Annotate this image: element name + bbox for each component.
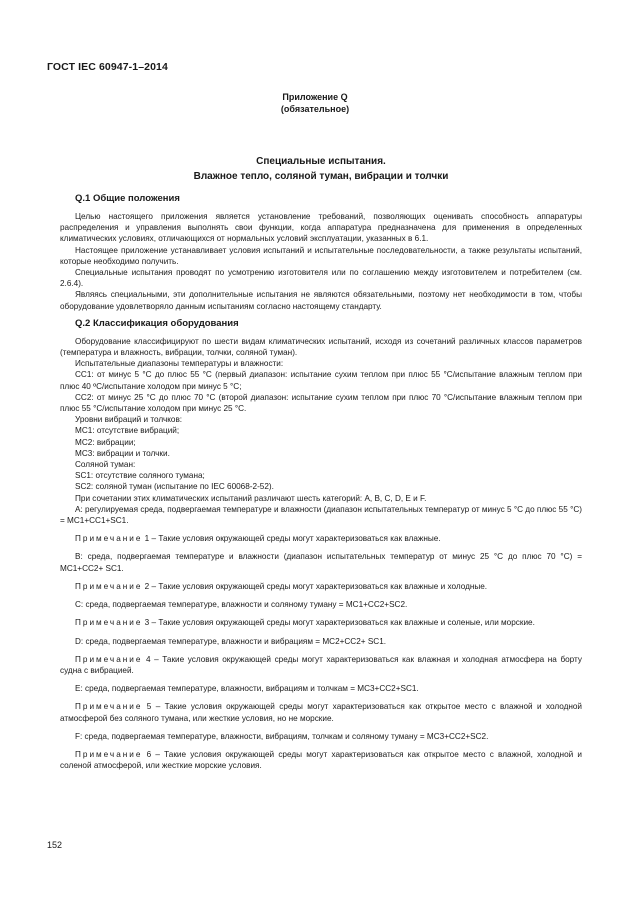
note-text: 4 – Такие условия окружающей среды могут характеризоваться как влажная и холодная атмосфера на борту судна с вибрацией. [60, 654, 582, 675]
section-heading-q1: Q.1 Общие положения [75, 193, 180, 204]
document-code: ГОСТ IEC 60947-1–2014 [47, 61, 168, 73]
note-6 [60, 749, 582, 771]
category-b: В: среда, подвергаемая температуре и влажности (диапазон испытательных температур от минус 25 °С до плюс 70 °С) = МС1+СС2+ SC1. [60, 552, 582, 573]
category-d: D: среда, подвергаемая температуре, влажности и вибрациям = МС2+СС2+ SC1. [75, 636, 387, 646]
paragraph: Соляной туман: [75, 460, 136, 470]
category-e: Е: среда, подвергаемая температуре, влажности, вибрациям и толчкам = МС3+СС2+SC1. [75, 684, 419, 694]
level-mc1: МС1: отсутствие вибраций; [75, 426, 180, 436]
annex-status: (обязательное) [280, 104, 350, 114]
paragraph: Оборудование классифицируют по шести видам климатических испытаний, исходя из сочетаний различных классов параметров (температура и влажность, вибрации, толчки, соляной туман). [60, 336, 582, 358]
paragraph: Целью настоящего приложения является установление требований, позволяющих оценивать способность аппаратуры распределения и управления выполнять свои функции, когда аппаратура предназначена для применения в определенных климатических условиях, отличающихся от нормальных условий эксплуатации, указанных в 6.1. [60, 212, 582, 244]
document-body [60, 193, 582, 771]
level-sc1: SC1: отсутствие соляного тумана; [75, 471, 205, 481]
paragraph: Специальные испытания проводят по усмотрению изготовителя или по соглашению между изготовителем и потребителем (см. 2.6.4). [60, 268, 582, 289]
annex-heading [0, 91, 630, 115]
annex-title [0, 154, 630, 184]
title-line-2: Влажное тепло, соляной туман, вибрации и толчки [193, 171, 449, 182]
note-2 [60, 581, 582, 592]
note-text: 3 – Такие условия окружающей среды могут характеризоваться как влажные и соленые, или морские. [142, 618, 535, 628]
note-1 [60, 533, 582, 544]
category-c: С: среда, подвергаемая температуре, влажности и соляному туману = МС1+СС2+SC2. [75, 600, 408, 610]
note-label: Примечание [75, 618, 143, 628]
paragraph: При сочетании этих климатических испытаний различают шесть категорий: А, В, С, D, Е и F. [75, 493, 427, 503]
category-a: А: регулируемая среда, подвергаемая температуре и влажности (диапазон испытательных температур от минус 5 °С до плюс 55 °С) = МС1+СС1+SC1. [60, 504, 582, 526]
level-sc2: SC2: соляной туман (испытание по IEC 60068-2-52). [75, 482, 274, 492]
note-label: Примечание [75, 581, 143, 591]
title-line-1: Специальные испытания. [256, 156, 386, 167]
note-label: Примечание [75, 749, 143, 759]
note-4 [60, 654, 582, 676]
note-label: Примечание [75, 654, 143, 664]
level-mc2: МС2: вибрации; [75, 437, 136, 447]
note-text: 5 – Такие условия окружающей среды могут характеризоваться как открытое место с влажной и холодной атмосферой без соляного тумана, или жесткие условия, но не морские. [60, 702, 582, 723]
level-mc3: МС3: вибрации и толчки. [75, 448, 170, 458]
paragraph: Настоящее приложение устанавливает условия испытаний и испытательные последовательности, а также результаты испытаний, которые необходимо получить. [60, 245, 582, 266]
section-heading-q2: Q.2 Классификация оборудования [75, 317, 239, 329]
page-number: 152 [47, 840, 63, 850]
note-text: 2 – Такие условия окружающей среды могут характеризоваться как влажные и холодные. [142, 581, 488, 591]
note-text: 1 – Такие условия окружающей среды могут характеризоваться как влажные. [142, 534, 441, 544]
paragraph: Являясь специальными, эти дополнительные испытания не являются обязательными, поэтому нет необходимости в том, чтобы оборудование удовлетворяло данным испытаниям согласно настоящему стандарту. [60, 290, 582, 311]
note-label: Примечание [75, 534, 143, 544]
range-cc1: СС1: от минус 5 °С до плюс 55 °С (первый диапазон: испытание сухим теплом при плюс 55 °С/испытание влажным теплом при плюс 40 ºС/испытание холодом при минус 5 °С; [60, 370, 582, 391]
note-3 [60, 617, 582, 628]
paragraph: Испытательные диапазоны температуры и влажности: [75, 359, 284, 369]
note-text: 6 – Такие условия окружающей среды могут характеризоваться как открытое место с влажной, холодной и соленой атмосферой, или жесткие морские условия. [60, 749, 582, 771]
category-f: F: среда, подвергаемая температуре, влажности, вибрациям, толчкам и соляному туману = МС3+СС2+SC2. [75, 731, 489, 741]
note-label: Примечание [75, 702, 143, 712]
note-5 [60, 701, 582, 723]
range-cc2: СС2: от минус 25 °С до плюс 70 °С (второй диапазон: испытание сухим теплом при плюс 70 °С/испытание влажным теплом при плюс 55 °С/испытание холодом при минус 25 °С. [60, 392, 582, 414]
paragraph: Уровни вибраций и толчков: [75, 415, 183, 425]
annex-label: Приложение Q [282, 92, 348, 102]
